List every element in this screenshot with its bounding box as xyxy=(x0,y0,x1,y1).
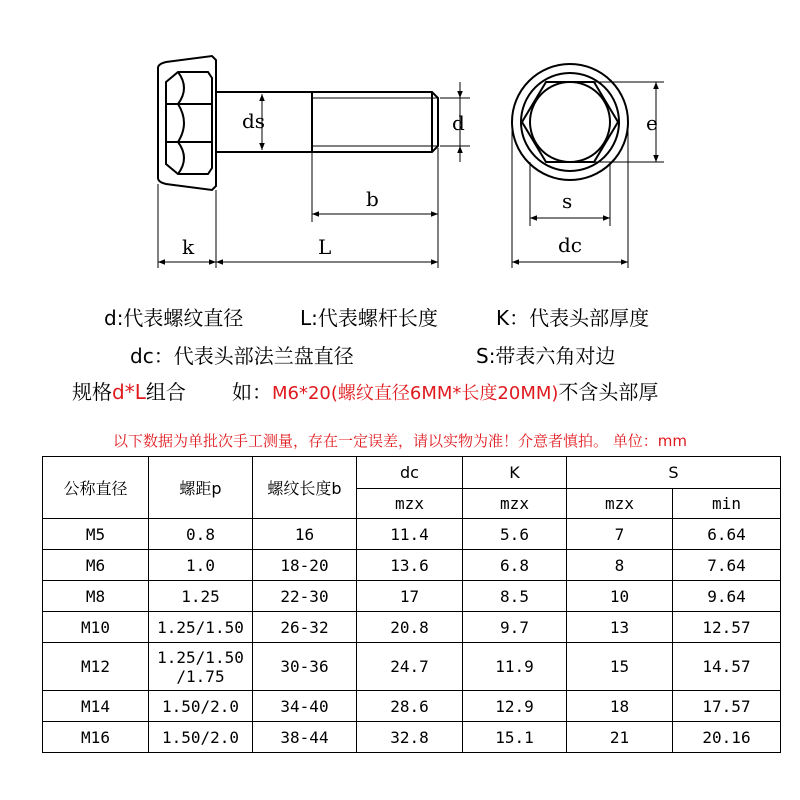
cell-s-max: 8 xyxy=(567,550,673,581)
header-s: S xyxy=(567,457,781,489)
table-header-row xyxy=(43,457,781,489)
header-pitch: 螺距p xyxy=(149,457,253,519)
cell-thread-length: 30-36 xyxy=(253,643,357,691)
label-dc: dc xyxy=(558,233,583,257)
cell-dc: 24.7 xyxy=(357,643,463,691)
label-s: s xyxy=(562,189,573,213)
cell-k: 8.5 xyxy=(463,581,567,612)
cell-thread-length: 34-40 xyxy=(253,691,357,722)
cell-size: M6 xyxy=(43,550,149,581)
cell-pitch xyxy=(149,643,253,691)
legend-spec-prefix: 规格 xyxy=(72,380,112,404)
legend-example xyxy=(232,376,658,405)
subheader-s-max: mzx xyxy=(567,489,673,519)
cell-s-min: 17.57 xyxy=(673,691,781,722)
cell-thread-length: 26-32 xyxy=(253,612,357,643)
subheader-k: mzx xyxy=(463,489,567,519)
table-row xyxy=(43,612,781,643)
legend-L: L:代表螺杆长度 xyxy=(300,306,438,330)
cell-size: M8 xyxy=(43,581,149,612)
cell-dc: 28.6 xyxy=(357,691,463,722)
cell-k: 5.6 xyxy=(463,519,567,550)
legend-example-text: M6*20(螺纹直径6MM*长度20MM) xyxy=(272,383,559,404)
cell-size: M5 xyxy=(43,519,149,550)
legend-d: d:代表螺纹直径 xyxy=(104,306,244,330)
subheader-s-min: min xyxy=(673,489,781,519)
label-e: e xyxy=(646,111,658,135)
table-row xyxy=(43,581,781,612)
subheader-dc: mzx xyxy=(357,489,463,519)
table-row xyxy=(43,550,781,581)
label-L: L xyxy=(318,235,332,259)
legend-spec-combo: d*L xyxy=(112,380,146,404)
cell-s-max: 10 xyxy=(567,581,673,612)
cell-dc: 20.8 xyxy=(357,612,463,643)
legend-spec-suffix: 组合 xyxy=(145,380,186,404)
legend-K: K：代表头部厚度 xyxy=(496,306,650,330)
cell-s-max: 18 xyxy=(567,691,673,722)
bolt-front-view xyxy=(512,64,628,180)
cell-pitch-line-1: 1.25/1.50 xyxy=(157,647,244,667)
cell-pitch: 1.25/1.50 xyxy=(149,612,253,643)
label-k: k xyxy=(182,235,195,259)
legend-example-tail: 不含头部厚 xyxy=(558,380,659,404)
cell-s-min: 9.64 xyxy=(673,581,781,612)
cell-size: M12 xyxy=(43,643,149,691)
cell-s-max: 15 xyxy=(567,643,673,691)
header-k: K xyxy=(463,457,567,489)
cell-thread-length: 18-20 xyxy=(253,550,357,581)
cell-size: M14 xyxy=(43,691,149,722)
bolt-side-view xyxy=(158,56,438,190)
cell-s-min: 14.57 xyxy=(673,643,781,691)
spec-table xyxy=(42,456,781,753)
header-nominal: 公称直径 xyxy=(43,457,149,519)
front-dimensions xyxy=(512,82,664,268)
cell-pitch: 1.25 xyxy=(149,581,253,612)
header-dc: dc xyxy=(357,457,463,489)
cell-dc: 13.6 xyxy=(357,550,463,581)
header-thread-length: 螺纹长度b xyxy=(253,457,357,519)
cell-s-min: 6.64 xyxy=(673,519,781,550)
cell-k: 15.1 xyxy=(463,722,567,753)
label-d: d xyxy=(452,111,465,135)
cell-thread-length: 38-44 xyxy=(253,722,357,753)
cell-s-min: 20.16 xyxy=(673,722,781,753)
cell-dc: 32.8 xyxy=(357,722,463,753)
cell-k: 12.9 xyxy=(463,691,567,722)
legend-example-label: 如： xyxy=(232,380,272,404)
cell-pitch: 1.50/2.0 xyxy=(149,722,253,753)
cell-pitch: 0.8 xyxy=(149,519,253,550)
bolt-drawing xyxy=(0,0,800,290)
cell-pitch: 1.0 xyxy=(149,550,253,581)
cell-dc: 17 xyxy=(357,581,463,612)
table-row xyxy=(43,519,781,550)
cell-pitch: 1.50/2.0 xyxy=(149,691,253,722)
cell-k: 11.9 xyxy=(463,643,567,691)
cell-pitch-line-2: /1.75 xyxy=(176,666,225,686)
table-row xyxy=(43,722,781,753)
cell-dc: 11.4 xyxy=(357,519,463,550)
cell-size: M16 xyxy=(43,722,149,753)
label-b: b xyxy=(366,187,379,211)
label-ds: ds xyxy=(242,109,266,133)
cell-s-min: 7.64 xyxy=(673,550,781,581)
cell-thread-length: 22-30 xyxy=(253,581,357,612)
cell-k: 6.8 xyxy=(463,550,567,581)
measurement-note: 以下数据为单批次手工测量，存在一定误差，请以实物为准！介意者慎拍。 单位：mm xyxy=(113,432,687,450)
table-row xyxy=(43,691,781,722)
legend-S: S:带表六角对边 xyxy=(476,344,616,368)
cell-s-min: 12.57 xyxy=(673,612,781,643)
cell-s-max: 13 xyxy=(567,612,673,643)
cell-s-max: 7 xyxy=(567,519,673,550)
cell-thread-length: 16 xyxy=(253,519,357,550)
cell-k: 9.7 xyxy=(463,612,567,643)
legend-dc: dc：代表头部法兰盘直径 xyxy=(130,344,354,368)
cell-size: M10 xyxy=(43,612,149,643)
table-row xyxy=(43,643,781,691)
legend-spec xyxy=(72,376,186,405)
cell-s-max: 21 xyxy=(567,722,673,753)
